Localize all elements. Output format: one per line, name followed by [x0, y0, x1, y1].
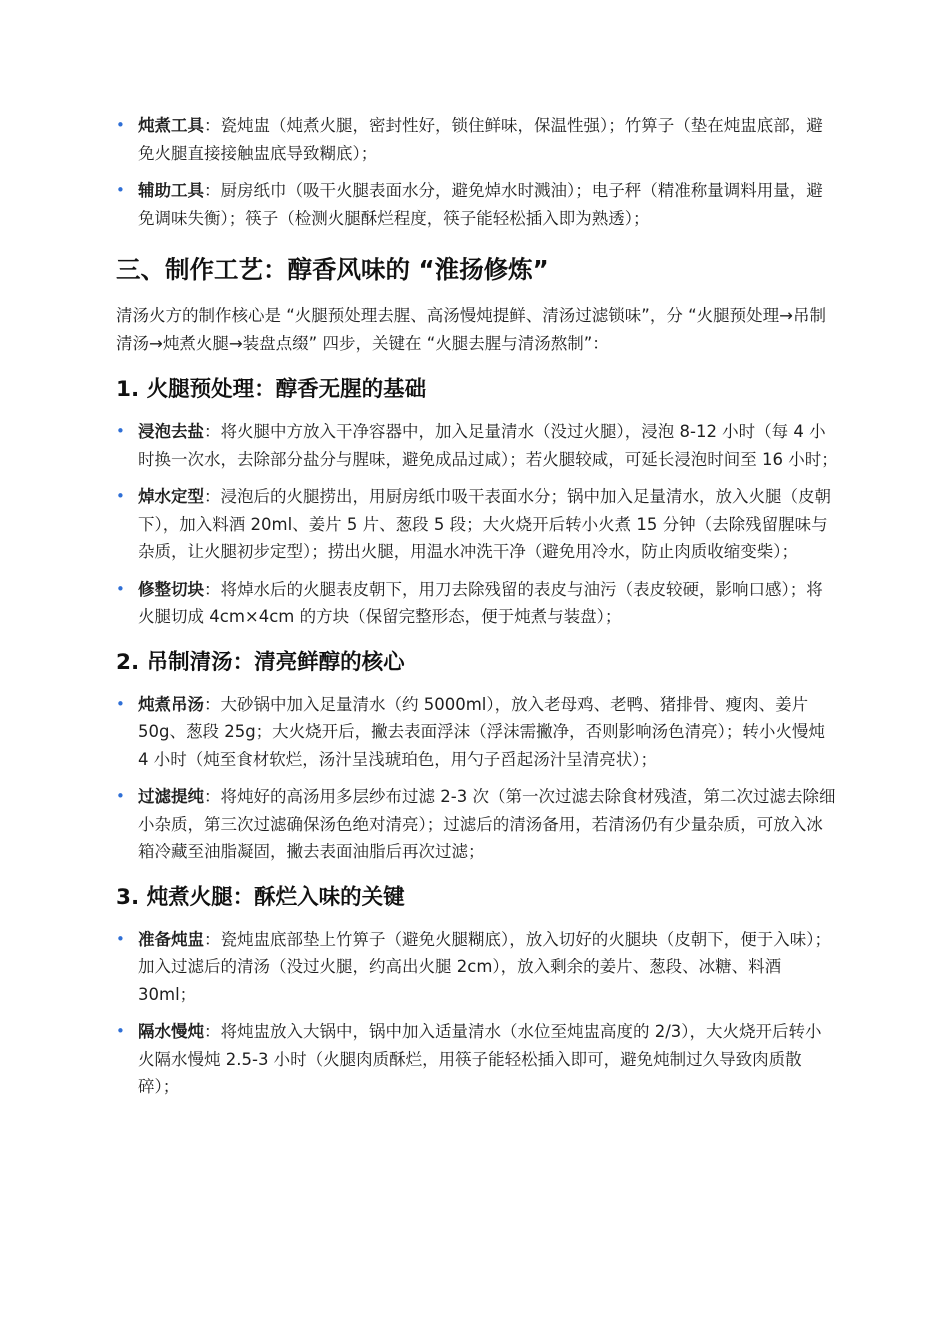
list-item: [116, 1018, 838, 1101]
step-heading: 2. 吊制清汤：清亮鲜醇的核心: [116, 649, 405, 675]
list-item: [116, 576, 838, 631]
item-text: ：将焯水后的火腿表皮朝下，用刀去除残留的表皮与油污（表皮较硬，影响口感）；将火腿切成 4cm×4cm 的方块（保留完整形态，便于炖煮与装盘）；: [138, 579, 823, 626]
step-heading: 1. 火腿预处理：醇香无腥的基础: [116, 377, 427, 402]
item-text: ：大砂锅中加入足量清水（约 5000ml），放入老母鸡、老鸭、猪排骨、瘦肉、姜片 50g、葱段 25g；大火烧开后，撇去表面浮沫（浮沫需撇净，否则影响汤色清亮）；转小火慢炖 4 小时（炖至食材软烂，汤汁呈浅琥珀色，用勺子舀起汤汁呈清亮状）；: [138, 694, 825, 769]
item-text: ：将炖好的高汤用多层纱布过滤 2-3 次（第一次过滤去除食材残渣，第二次过滤去除细小杂质，第三次过滤确保汤色绝对清亮）；过滤后的清汤备用，若清汤仍有少量杂质，可放入冰箱冷藏至油脂凝固，撇去表面油脂后再次过滤；: [138, 787, 836, 861]
item-term: 隔水慢炖: [138, 1022, 204, 1041]
item-text: ：将火腿中方放入干净容器中，加入足量清水（没过火腿），浸泡 8-12 小时（每 4 小时换一次水，去除部分盐分与腥味，避免成品过咸）；若火腿较咸，可延长浸泡时间至 16 小时；: [138, 422, 838, 469]
list-item: [116, 926, 838, 1009]
list-item: [116, 418, 838, 473]
list-item: [116, 112, 838, 167]
item-term: 炖煮吊汤: [138, 694, 204, 714]
item-text: ：瓷炖盅底部垫上竹箅子（避免火腿糊底），放入切好的火腿块（皮朝下，便于入味）；加入过滤后的清汤（没过火腿，约高出火腿 2cm），放入剩余的姜片、葱段、冰糖、料酒 30ml；: [138, 929, 831, 1004]
item-text: ：将炖盅放入大锅中，锅中加入适量清水（水位至炖盅高度的 2/3），大火烧开后转小火隔水慢炖 2.5-3 小时（火腿肉质酥烂，用筷子能轻松插入即可，避免炖制过久导致肉质散碎）；: [138, 1022, 822, 1096]
item-term: 焯水定型: [138, 487, 204, 506]
list-item: [116, 177, 838, 232]
step-heading: 3. 炖煮火腿：酥烂入味的关键: [116, 884, 405, 910]
item-term: 辅助工具: [138, 181, 204, 200]
tools-list: [116, 112, 838, 232]
document-page: [116, 112, 838, 1111]
step3-list: [116, 926, 838, 1101]
section-heading: 三、制作工艺：醇香风味的 “淮扬修炼”: [116, 255, 549, 284]
item-text: ：瓷炖盅（炖煮火腿，密封性好，锁住鲜味，保温性强）；竹箅子（垫在炖盅底部，避免火腿直接接触盅底导致糊底）；: [138, 116, 823, 163]
item-term: 准备炖盅: [138, 929, 204, 949]
list-item: [116, 783, 838, 866]
item-term: 过滤提纯: [138, 787, 204, 806]
list-item: [116, 483, 838, 566]
section-intro: 清汤火方的制作核心是 “火腿预处理去腥、高汤慢炖提鲜、清汤过滤锁味”，分 “火腿预处理→吊制清汤→炖煮火腿→装盘点缀” 四步，关键在 “火腿去腥与清汤熬制”：: [116, 306, 826, 353]
item-term: 浸泡去盐: [138, 422, 204, 441]
item-text: ：浸泡后的火腿捞出，用厨房纸巾吸干表面水分；锅中加入足量清水，放入火腿（皮朝下），加入料酒 20ml、姜片 5 片、葱段 5 段；大火烧开后转小火煮 15 分钟（去除残留腥味与杂质，让火腿初步定型）；捞出火腿，用温水冲洗干净（避免用冷水，防止肉质收缩变柴）；: [138, 487, 831, 561]
item-term: 炖煮工具: [138, 116, 204, 135]
list-item: [116, 691, 838, 774]
item-text: ：厨房纸巾（吸干火腿表面水分，避免焯水时溅油）；电子秤（精准称量调料用量，避免调味失衡）；筷子（检测火腿酥烂程度，筷子能轻松插入即为熟透）；: [138, 181, 823, 228]
step1-list: [116, 418, 838, 631]
step2-list: [116, 691, 838, 866]
item-term: 修整切块: [138, 579, 204, 599]
